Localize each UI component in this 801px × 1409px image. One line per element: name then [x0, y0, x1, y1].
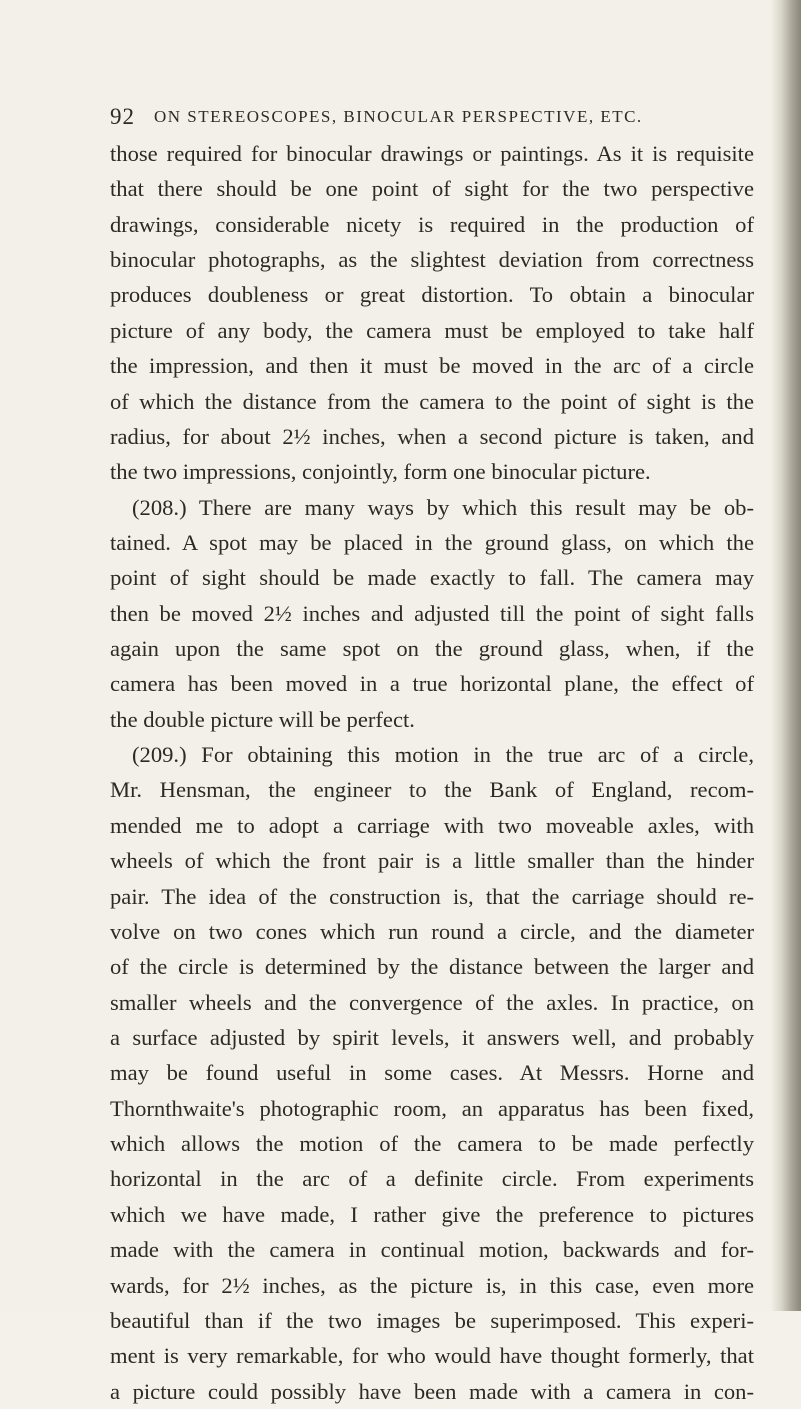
text-line: ment is very remarkable, for who would have thought formerly, that — [110, 1343, 754, 1369]
text-line: of the circle is determined by the distance between the larger and — [110, 954, 754, 980]
text-line: radius, for about 2½ inches, when a second picture is taken, and — [110, 423, 754, 449]
text-line: again upon the same spot on the ground glass, when, if the — [110, 636, 754, 662]
text-line: those required for binocular drawings or paintings. As it is requisite — [110, 141, 754, 166]
text-line: Thornthwaite's photographic room, an apparatus has been fixed, — [110, 1095, 754, 1121]
text-line: drawings, considerable nicety is required in the production of — [110, 211, 754, 237]
text-line: volve on two cones which run round a circle, and the diameter — [110, 918, 754, 944]
text-line: point of sight should be made exactly to fall. The camera may — [110, 565, 754, 591]
page-edge-shadow — [771, 0, 801, 1311]
running-head — [110, 104, 750, 128]
text-line: tained. A spot may be placed in the ground glass, on which the — [110, 529, 754, 555]
text-line: binocular photographs, as the slightest deviation from correctness — [110, 247, 754, 273]
running-title: ON STEREOSCOPES, BINOCULAR PERSPECTIVE, ETC. — [154, 107, 643, 126]
text-line: the double picture will be perfect. — [110, 706, 415, 732]
text-line: wards, for 2½ inches, as the picture is, in this case, even more — [110, 1272, 754, 1298]
text-line: then be moved 2½ inches and adjusted till the point of sight falls — [110, 600, 754, 626]
text-line: Mr. Hensman, the engineer to the Bank of England, recom- — [110, 777, 754, 803]
text-line: produces doubleness or great distortion. To obtain a binocular — [110, 282, 754, 308]
body-text — [110, 136, 754, 1409]
text-line: beautiful than if the two images be superimposed. This experi- — [110, 1307, 754, 1333]
text-line: a surface adjusted by spirit levels, it answers well, and probably — [110, 1024, 754, 1050]
text-line: camera has been moved in a true horizontal plane, the effect of — [110, 671, 754, 697]
text-line: made with the camera in continual motion, backwards and for- — [110, 1237, 754, 1263]
text-line: the two impressions, conjointly, form one binocular picture. — [110, 459, 651, 485]
text-line: horizontal in the arc of a definite circle. From experiments — [110, 1166, 754, 1192]
text-line: may be found useful in some cases. At Messrs. Horne and — [110, 1060, 754, 1086]
text-line: wheels of which the front pair is a little smaller than the hinder — [110, 848, 754, 874]
text-line: picture of any body, the camera must be employed to take half — [110, 317, 754, 343]
text-line: smaller wheels and the convergence of the axles. In practice, on — [110, 989, 754, 1015]
text-line: which allows the motion of the camera to be made perfectly — [110, 1131, 754, 1157]
text-line: a picture could possibly have been made with a camera in con- — [110, 1378, 754, 1404]
text-line: pair. The idea of the construction is, that the carriage should re- — [110, 883, 754, 909]
text-line: that there should be one point of sight for the two perspective — [110, 176, 754, 202]
text-line: mended me to adopt a carriage with two moveable axles, with — [110, 812, 754, 838]
text-line: (209.) For obtaining this motion in the true arc of a circle, — [132, 742, 754, 768]
text-line: which we have made, I rather give the preference to pictures — [110, 1201, 754, 1227]
text-line: the impression, and then it must be moved in the arc of a circle — [110, 353, 754, 379]
page-number: 92 — [110, 104, 135, 129]
text-line: (208.) There are many ways by which this result may be ob- — [132, 494, 754, 520]
text-line: of which the distance from the camera to the point of sight is the — [110, 388, 754, 414]
